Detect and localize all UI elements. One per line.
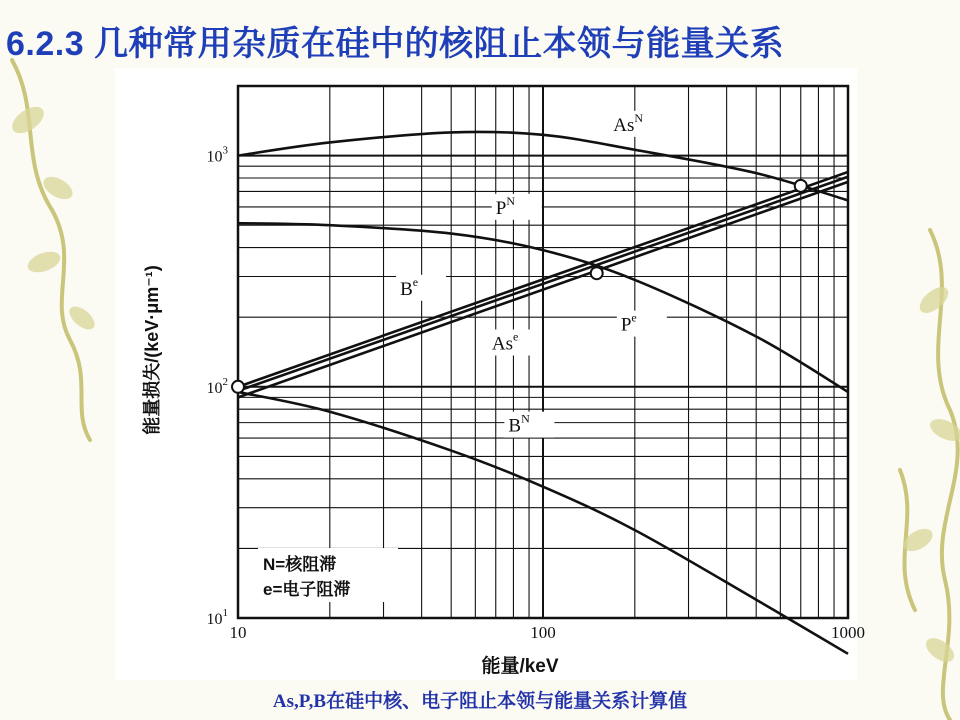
- intersection-marker: [795, 180, 807, 192]
- x-tick-label: 100: [530, 623, 556, 642]
- x-tick-label: 10: [229, 623, 247, 642]
- curve-annotation: $B^e$: [400, 274, 419, 300]
- y-axis-label: 能量损失/(keV·μm⁻¹): [142, 265, 162, 435]
- intersection-marker: [591, 267, 603, 279]
- y-tick-label: $10^2$: [206, 375, 228, 397]
- legend-entry-nuclear: N=核阻滞: [263, 555, 337, 574]
- x-tick-label: 1000: [831, 623, 865, 642]
- y-tick-label: $10^3$: [206, 144, 228, 166]
- curve-annotation: $P^N$: [495, 193, 516, 219]
- legend: [258, 548, 398, 602]
- chart-panel: [115, 68, 857, 680]
- x-axis-label: 能量/keV: [481, 656, 559, 677]
- curve-annotation: $P^e$: [620, 310, 637, 336]
- intersection-marker: [232, 381, 244, 393]
- chart-caption: As,P,B在硅中核、电子阻止本领与能量关系计算值: [272, 691, 688, 712]
- grid: [238, 86, 848, 618]
- legend-entry-electronic: e=电子阻滞: [263, 580, 351, 599]
- curve-annotation: $B^N$: [508, 411, 530, 437]
- curve-annotation: $As^N$: [613, 110, 644, 136]
- curve-annotation: As$^e$: [491, 329, 519, 355]
- y-tick-label: $10^1$: [206, 607, 228, 628]
- slide-title: 6.2.3 几种常用杂质在硅中的核阻止本领与能量关系: [6, 25, 785, 63]
